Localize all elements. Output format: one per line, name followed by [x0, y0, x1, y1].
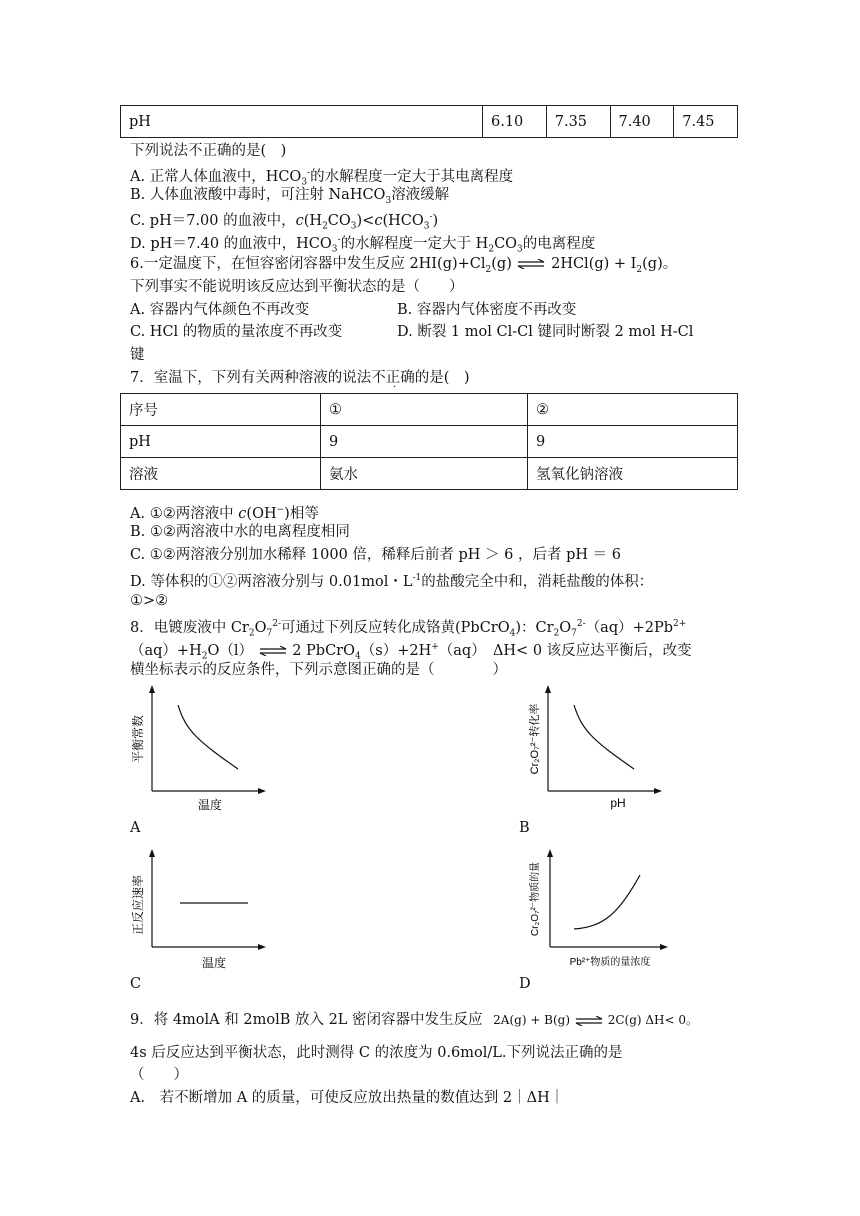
- ph-label: pH: [121, 106, 483, 138]
- q7-option-a: A. ①②两溶液中 c(OH−)相等: [130, 505, 319, 522]
- q7-option-b: B. ①②两溶液中水的电离程度相同: [130, 524, 350, 540]
- table-cell: ②: [528, 394, 738, 426]
- equilibrium-arrow-icon: [258, 646, 288, 656]
- table-cell: 氢氧化钠溶液: [528, 458, 738, 490]
- q5-stem: 下列说法不正确的是( ): [130, 143, 287, 159]
- emphasis-dots: 不正确: [371, 370, 415, 386]
- table-cell: 氨水: [321, 458, 528, 490]
- q5-option-b: B. 人体血液酸中毒时，可注射 NaHCO$_3$溶液缓解: [130, 187, 450, 206]
- ph-value: 7.40: [610, 106, 674, 138]
- q8-stem-line2: $(aq)+H_2O(l)$ 2 PbCrO$_4$（s）+2H+（aq） ΔH< 0 该反应达平衡后，改变: [130, 642, 692, 662]
- ph-value: 6.10: [483, 106, 547, 138]
- q7-option-d-cont: ①>②: [130, 593, 169, 609]
- graph-a-ylabel: 平衡常数: [131, 714, 145, 764]
- q6-option-d: D. 断裂 1 mol Cl-Cl 键同时断裂 2 mol H-Cl: [397, 324, 694, 340]
- graph-b-xlabel: pH: [610, 796, 626, 810]
- equilibrium-arrow-icon: [574, 1016, 604, 1026]
- table-cell: 9: [321, 426, 528, 458]
- table-cell: ①: [321, 394, 528, 426]
- table-cell: 9: [528, 426, 738, 458]
- table-cell: pH: [121, 426, 321, 458]
- graph-b: [524, 683, 674, 818]
- graph-d-xlabel: Pb²⁺物质的量浓度: [569, 957, 651, 968]
- ph-value: 7.45: [674, 106, 738, 138]
- q7-stem: 7．室温下，下列有关两种溶液的说法不正确的是( ): [130, 370, 470, 386]
- q9-equation: 2A(g) + B(g) 2C(g) ΔH< 0。: [493, 1013, 699, 1027]
- graph-c-letter: C: [130, 976, 142, 992]
- solution-table: [120, 393, 738, 490]
- q6-stem-line2: 下列事实不能说明该反应达到平衡状态的是（ ）: [130, 279, 464, 295]
- q9-stem-line1: 9．将 4molA 和 2molB 放入 2L 密闭容器中发生反应 2A(g) + B(g) 2C(g) ΔH< 0。: [130, 1012, 699, 1028]
- q8-stem-line3: 横坐标表示的反应条件，下列示意图正确的是（ ）: [130, 662, 507, 678]
- q6-option-d-cont: 键: [130, 347, 145, 363]
- ph-table: [120, 105, 738, 138]
- q7-option-c: C. ①②两溶液分别加水稀释 1000 倍，稀释后前者 pH ＞ 6 ，后者 pH ＝ 6: [130, 547, 621, 563]
- q5-option-d: D. pH＝7.40 的血液中，$HCO_3^-$的水解程度一定大于 $H_2CO_3$的电离程度: [130, 235, 596, 255]
- q7-option-d: D. 等体积的①②两溶液分别与 0.01mol・$L^{-1}$的盐酸完全中和，消耗盐酸的体积：: [130, 573, 654, 590]
- graph-b-ylabel: Cr₂O₇²⁻转化率: [529, 703, 541, 775]
- graph-d-ylabel: Cr₂O₇²⁻物质的量: [530, 861, 541, 937]
- graph-d-letter: D: [519, 976, 531, 992]
- graph-d: [524, 843, 684, 973]
- graph-c: [128, 843, 278, 973]
- ph-value: 7.35: [546, 106, 610, 138]
- equilibrium-arrow-icon: [516, 259, 546, 269]
- graph-a-xlabel: 温度: [197, 798, 223, 812]
- q8-stem-line1: 8．电镀废液中 $Cr_2O_7^{2-}$可通过下列反应转化成铬黄(PbCrO$_4$)：$Cr_2O_7^{2-}(aq)+2Pb^{2+}$: [130, 619, 687, 639]
- q5-option-a: A. 正常人体血液中，$HCO_3^-$的水解程度一定大于其电离程度: [130, 168, 514, 188]
- q6-stem-line1: 6.一定温度下，在恒容密闭容器中发生反应 $2HI(g)+Cl_2(g) 2HCl(g) + I_2(g)$。: [130, 256, 678, 275]
- q9-stem-line2: 4s 后反应达到平衡状态，此时测得 C 的浓度为 0.6mol/L.下列说法正确的是: [130, 1045, 623, 1061]
- table-cell: 溶液: [121, 458, 321, 490]
- graph-b-letter: B: [519, 820, 530, 836]
- graph-c-xlabel: 温度: [201, 956, 227, 970]
- table-cell: 序号: [121, 394, 321, 426]
- q5-option-c: C. pH＝7.00 的血液中，$c(H_2CO_3)<c(HCO_3^-)$: [130, 212, 439, 232]
- q9-stem-line3: （ ）: [130, 1067, 188, 1083]
- q6-option-a: A. 容器内气体颜色不再改变: [130, 302, 310, 318]
- graph-a-letter: A: [130, 820, 141, 836]
- graph-a: [128, 683, 278, 818]
- q9-option-a: A. 若不断增加 A 的质量，可使反应放出热量的数值达到 2｜ΔH｜: [130, 1090, 565, 1106]
- q6-option-b: B. 容器内气体密度不再改变: [397, 302, 577, 318]
- graph-c-ylabel: 正反应速率: [131, 874, 145, 936]
- q6-option-c: C. HCl 的物质的量浓度不再改变: [130, 324, 343, 340]
